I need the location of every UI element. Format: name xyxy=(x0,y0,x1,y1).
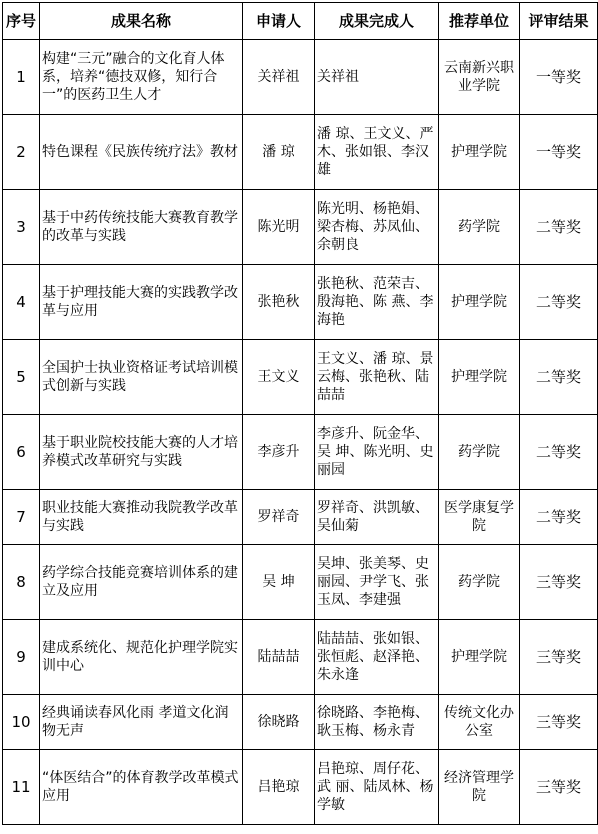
header-applicant: 申请人 xyxy=(243,3,315,40)
team-members: 关祥祖 xyxy=(315,40,439,115)
row-number: 4 xyxy=(3,265,40,340)
header-no: 序号 xyxy=(3,3,40,40)
table-row xyxy=(3,415,598,490)
applicant-name: 陆喆喆 xyxy=(243,620,315,695)
table-row xyxy=(3,190,598,265)
achievement-title: 特色课程《民族传统疗法》教材 xyxy=(40,115,243,190)
applicant-name: 吕艳琼 xyxy=(243,750,315,825)
team-members: 张艳秋、范荣吉、殷海艳、陈 燕、李海艳 xyxy=(315,265,439,340)
recommending-unit: 药学院 xyxy=(439,545,520,620)
table-row xyxy=(3,340,598,415)
team-members: 李彦升、阮金华、吴 坤、陈光明、史丽园 xyxy=(315,415,439,490)
achievement-title: 建成系统化、规范化护理学院实训中心 xyxy=(40,620,243,695)
applicant-name: 罗祥奇 xyxy=(243,490,315,545)
recommending-unit: 药学院 xyxy=(439,190,520,265)
review-result: 一等奖 xyxy=(520,115,598,190)
team-members: 潘 琼、王文义、严 木、张如银、李汉雄 xyxy=(315,115,439,190)
row-number: 3 xyxy=(3,190,40,265)
table-row xyxy=(3,40,598,115)
achievement-title: 基于护理技能大赛的实践教学改革与应用 xyxy=(40,265,243,340)
row-number: 9 xyxy=(3,620,40,695)
achievement-title: 基于中药传统技能大赛教育教学的改革与实践 xyxy=(40,190,243,265)
row-number: 8 xyxy=(3,545,40,620)
recommending-unit: 医学康复学院 xyxy=(439,490,520,545)
applicant-name: 潘 琼 xyxy=(243,115,315,190)
row-number: 11 xyxy=(3,750,40,825)
table-row xyxy=(3,750,598,825)
row-number: 2 xyxy=(3,115,40,190)
table-row xyxy=(3,545,598,620)
review-result: 三等奖 xyxy=(520,620,598,695)
row-number: 1 xyxy=(3,40,40,115)
recommending-unit: 传统文化办公室 xyxy=(439,695,520,750)
row-number: 10 xyxy=(3,695,40,750)
team-members: 王文义、潘 琼、景云梅、张艳秋、陆喆喆 xyxy=(315,340,439,415)
header-unit: 推荐单位 xyxy=(439,3,520,40)
team-members: 徐晓路、李艳梅、耿玉梅、杨永青 xyxy=(315,695,439,750)
applicant-name: 陈光明 xyxy=(243,190,315,265)
table-row xyxy=(3,265,598,340)
review-result: 二等奖 xyxy=(520,340,598,415)
header-row xyxy=(3,3,598,40)
table-row xyxy=(3,115,598,190)
header-title: 成果名称 xyxy=(40,3,243,40)
achievement-title: 职业技能大赛推动我院教学改革与实践 xyxy=(40,490,243,545)
team-members: 陈光明、杨艳娟、梁杏梅、苏凤仙、余朝良 xyxy=(315,190,439,265)
row-number: 7 xyxy=(3,490,40,545)
recommending-unit: 护理学院 xyxy=(439,620,520,695)
recommending-unit: 经济管理学院 xyxy=(439,750,520,825)
achievement-title: 基于职业院校技能大赛的人才培养模式改革研究与实践 xyxy=(40,415,243,490)
team-members: 罗祥奇、洪凯敏、吴仙菊 xyxy=(315,490,439,545)
review-result: 二等奖 xyxy=(520,190,598,265)
applicant-name: 吴 坤 xyxy=(243,545,315,620)
table-row xyxy=(3,620,598,695)
review-result: 一等奖 xyxy=(520,40,598,115)
recommending-unit: 护理学院 xyxy=(439,265,520,340)
recommending-unit: 护理学院 xyxy=(439,115,520,190)
team-members: 吕艳琼、周仔花、武 丽、陆凤林、杨学敏 xyxy=(315,750,439,825)
row-number: 6 xyxy=(3,415,40,490)
applicant-name: 关祥祖 xyxy=(243,40,315,115)
applicant-name: 张艳秋 xyxy=(243,265,315,340)
recommending-unit: 护理学院 xyxy=(439,340,520,415)
review-result: 三等奖 xyxy=(520,750,598,825)
review-result: 三等奖 xyxy=(520,545,598,620)
applicant-name: 王文义 xyxy=(243,340,315,415)
review-result: 二等奖 xyxy=(520,490,598,545)
achievement-title: 经典诵读春风化雨 孝道文化润物无声 xyxy=(40,695,243,750)
recommending-unit: 云南新兴职业学院 xyxy=(439,40,520,115)
achievement-title: 药学综合技能竞赛培训体系的建立及应用 xyxy=(40,545,243,620)
achievement-title: “体医结合”的体育教学改革模式应用 xyxy=(40,750,243,825)
header-result: 评审结果 xyxy=(520,3,598,40)
review-result: 二等奖 xyxy=(520,415,598,490)
awards-table xyxy=(2,2,598,825)
review-result: 二等奖 xyxy=(520,265,598,340)
table-row xyxy=(3,490,598,545)
team-members: 吴坤、张美琴、史丽园、尹学飞、张玉凤、李建强 xyxy=(315,545,439,620)
table-row xyxy=(3,695,598,750)
applicant-name: 徐晓路 xyxy=(243,695,315,750)
recommending-unit: 药学院 xyxy=(439,415,520,490)
row-number: 5 xyxy=(3,340,40,415)
achievement-title: 构建“三元”融合的文化育人体系，培养“德技双修，知行合一”的医药卫生人才 xyxy=(40,40,243,115)
header-members: 成果完成人 xyxy=(315,3,439,40)
achievement-title: 全国护士执业资格证考试培训模式创新与实践 xyxy=(40,340,243,415)
applicant-name: 李彦升 xyxy=(243,415,315,490)
review-result: 三等奖 xyxy=(520,695,598,750)
team-members: 陆喆喆、张如银、张恒彪、赵泽艳、朱永逢 xyxy=(315,620,439,695)
